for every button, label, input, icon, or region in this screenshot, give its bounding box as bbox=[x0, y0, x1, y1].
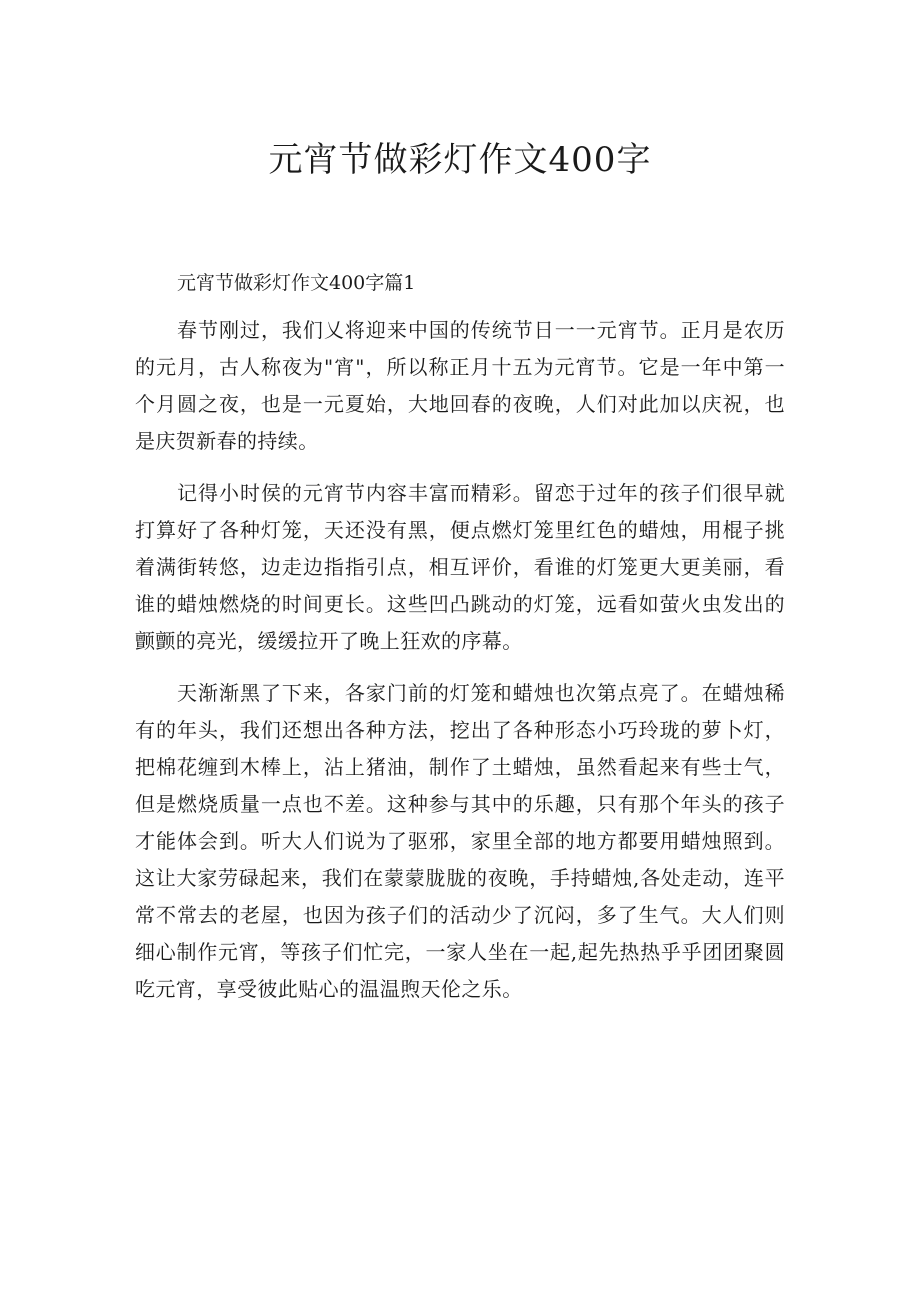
paragraph-2: 记得小时侯的元宵节内容丰富而精彩。留恋于过年的孩子们很早就打算好了各种灯笼，天还没有黑，便点燃灯笼里红色的蜡烛，用棍子挑着满街转悠，边走边指指引点，相互评价，看谁的灯笼更大更美丽，看谁的蜡烛燃烧的时间更长。这些凹凸跳动的灯笼，远看如萤火虫发出的颤颤的亮光，缓缓拉开了晚上狂欢的序幕。 bbox=[135, 481, 785, 653]
document-body bbox=[135, 266, 785, 1008]
paragraph-1: 春节刚过，我们乂将迎来中国的传统节日一一元宵节。正月是农历的元月，古人称夜为"宵"，所以称正月十五为元宵节。它是一年中第一个月圆之夜，也是一元夏始，大地回春的夜晚，人们对此加以庆祝，也是庆贺新春的持续。 bbox=[135, 318, 785, 453]
paragraph-3: 天渐渐黑了下来，各家门前的灯笼和蜡烛也次第点亮了。在蜡烛稀有的年头，我们还想出各种方法，挖出了各种形态小巧玲珑的萝卜灯，把棉花缠到木棒上，沾上猪油，制作了土蜡烛，虽然看起来有些士气，但是燃烧质量一点也不差。这种参与其中的乐趣，只有那个年头的孩子才能体会到。听大人们说为了驱邪，家里全部的地方都要用蜡烛照到。这让大家劳碌起来，我们在蒙蒙胧胧的夜晚，手持蜡烛,各处走动，连平常不常去的老屋，也因为孩子们的活动少了沉闷，多了生气。大人们则细心制作元宵，等孩子们忙完，一家人坐在一起,起先热热乎乎团团聚圆吃元宵，享受彼此贴心的温温煦天伦之乐。 bbox=[135, 681, 785, 1001]
document-title: 元宵节做彩灯作文400字 bbox=[268, 140, 652, 180]
section-heading: 元宵节做彩灯作文400字篇1 bbox=[177, 272, 416, 294]
